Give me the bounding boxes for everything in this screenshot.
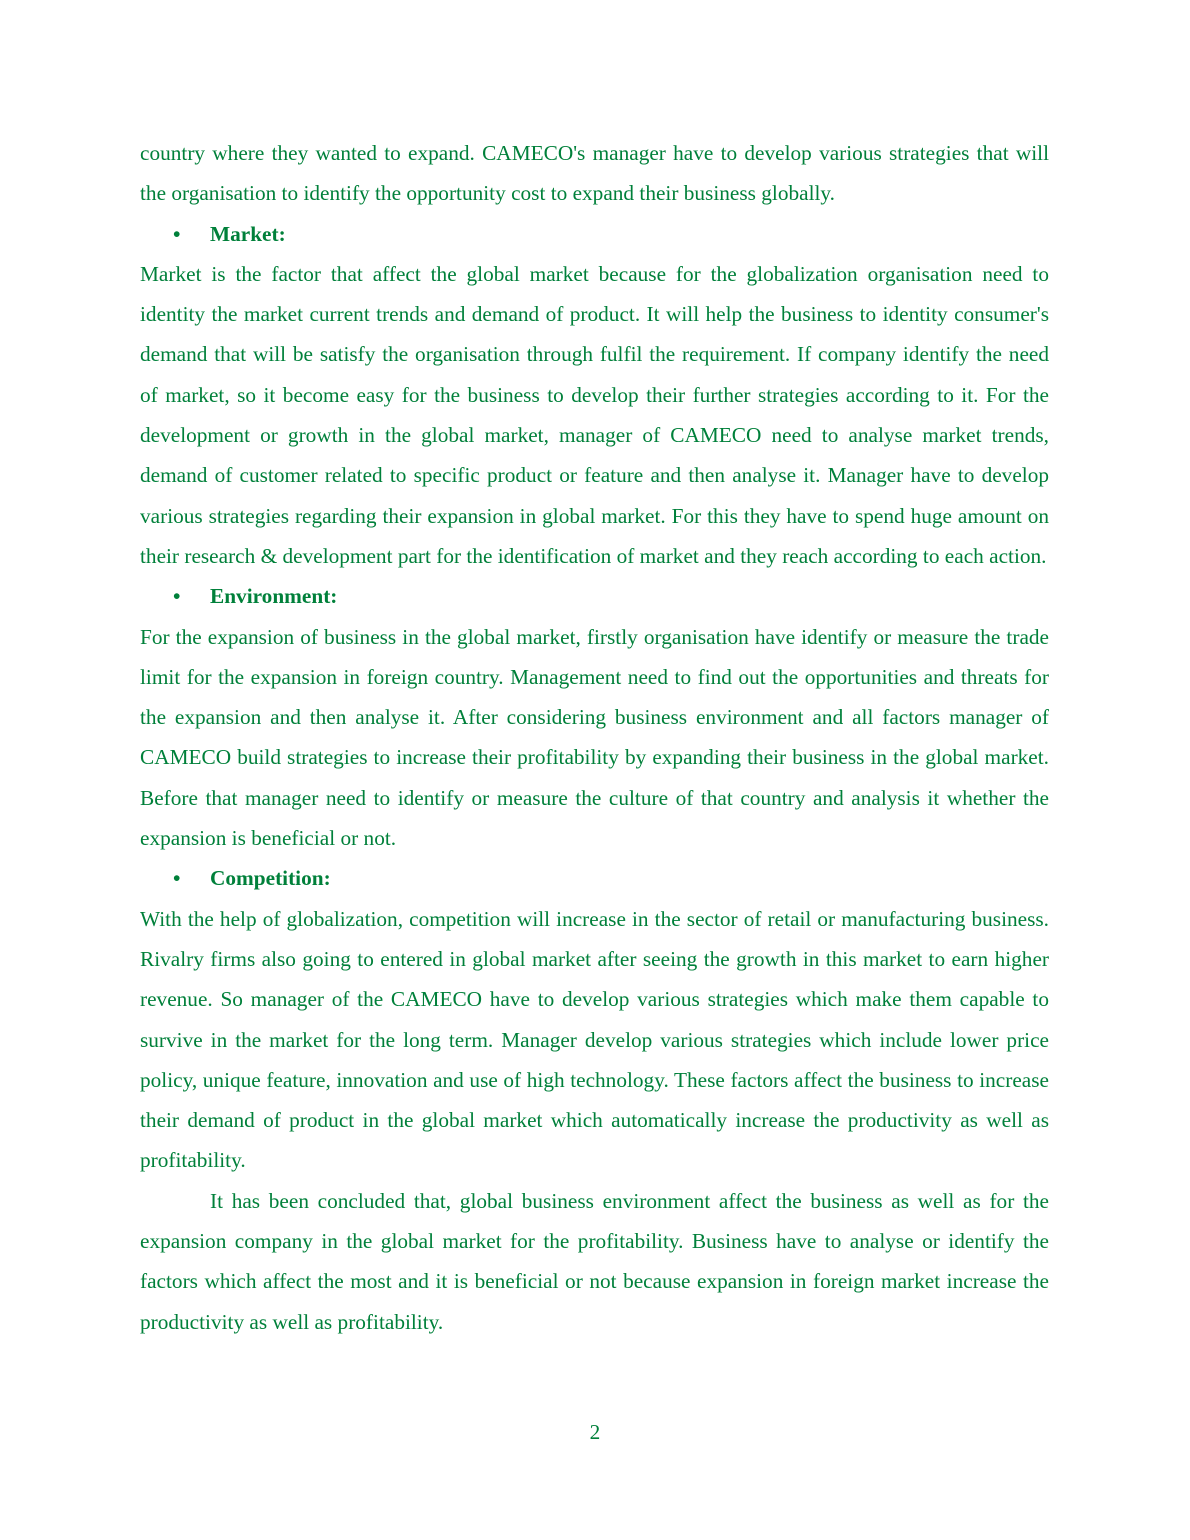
section-body-competition: With the help of globalization, competition will increase in the sector of retail or manufacturing business. Rivalry firms also going to entered in global market after seeing the growth in this market to earn higher revenue. So manager of the CAMECO have to develop various strategies which make them capable to survive in the market for the long term. Manager develop various strategies which include lower price policy, unique feature, innovation and use of high technology. These factors affect the business to increase their demand of product in the global market which automatically increase the productivity as well as profitability.	[140, 906, 1049, 1173]
section-heading-label: Competition:	[210, 866, 331, 891]
bullet-icon: •	[173, 584, 181, 609]
bullet-icon: •	[173, 221, 181, 246]
section-heading-environment	[140, 576, 1049, 616]
section-heading-competition	[140, 858, 1049, 898]
intro-paragraph: country where they wanted to expand. CAMECO's manager have to develop various strategies that will the organisation to identify the opportunity cost to expand their business globally.	[140, 141, 1049, 206]
section-heading-market	[140, 214, 1049, 254]
section-body-market: Market is the factor that affect the global market because for the globalization organisation need to identity the market current trends and demand of product. It will help the business to identity consumer's demand that will be satisfy the organisation through fulfil the requirement. If company identify the need of market, so it become easy for the business to develop their further strategies according to it. For the development or growth in the global market, manager of CAMECO need to analyse market trends, demand of customer related to specific product or feature and then analyse it. Manager have to develop various strategies regarding their expansion in global market. For this they have to spend huge amount on their research & development part for the identification of market and they reach according to each action.	[140, 261, 1049, 568]
section-heading-label: Environment:	[210, 584, 338, 609]
bullet-icon: •	[173, 866, 181, 891]
page-body	[140, 133, 1049, 1342]
page-number: 2	[589, 1420, 601, 1444]
section-body-environment: For the expansion of business in the global market, firstly organisation have identify or measure the trade limit for the expansion in foreign country. Management need to find out the opportunities and threats for the expansion and then analyse it. After considering business environment and all factors manager of CAMECO build strategies to increase their profitability by expanding their business in the global market. Before that manager need to identify or measure the culture of that country and analysis it whether the expansion is beneficial or not.	[140, 624, 1049, 851]
section-heading-label: Market:	[210, 221, 286, 246]
conclusion-paragraph: It has been concluded that, global business environment affect the business as well as for the expansion company in the global market for the profitability. Business have to analyse or identify the factors which affect the most and it is beneficial or not because expansion in foreign market increase the productivity as well as profitability.	[140, 1188, 1049, 1334]
